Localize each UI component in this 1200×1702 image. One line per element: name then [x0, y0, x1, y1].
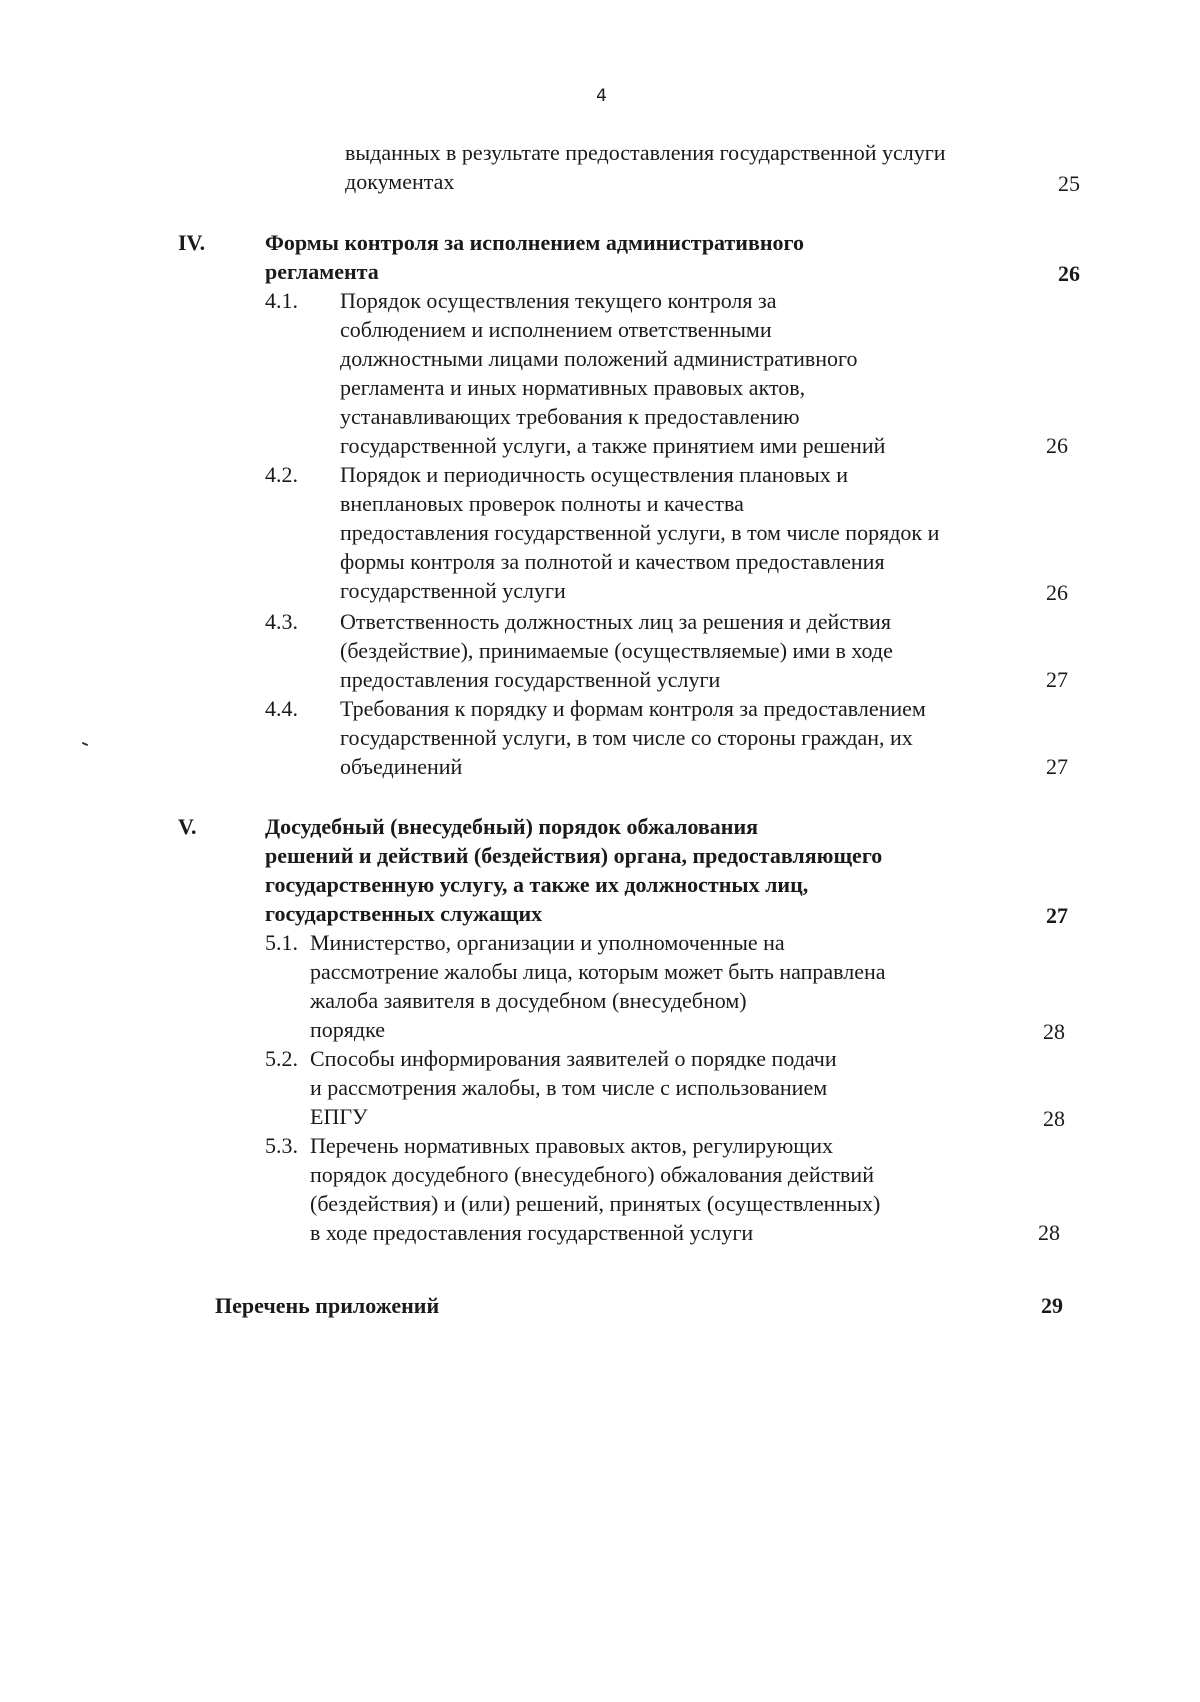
item-number: 4.3.: [265, 609, 298, 634]
item-line: государственной услуги, а также принятием ими решений: [340, 433, 886, 458]
item-number: 4.4.: [265, 696, 298, 721]
item-line: объединений: [340, 754, 463, 779]
section-iv-title: регламента: [265, 259, 379, 284]
section-v-page: 27: [1046, 903, 1068, 928]
item-line: порядке: [310, 1017, 385, 1042]
item-number: 4.1.: [265, 288, 298, 313]
item-page: 27: [1046, 754, 1068, 779]
item-line: Требования к порядку и формам контроля за предоставлением: [340, 696, 926, 721]
item-line: (бездействие), принимаемые (осуществляемые) ими в ходе: [340, 638, 893, 663]
item-page: 28: [1038, 1220, 1060, 1245]
section-v-title: государственную услугу, а также их должностных лиц,: [265, 872, 809, 897]
item-line: регламента и иных нормативных правовых актов,: [340, 375, 806, 400]
item-line: устанавливающих требования к предоставлению: [340, 404, 800, 429]
item-page: 28: [1043, 1106, 1065, 1131]
section-v-roman: V.: [178, 814, 197, 839]
section-iv-roman: IV.: [178, 230, 206, 255]
item-page: 26: [1046, 433, 1068, 458]
item-line: в ходе предоставления государственной услуги: [310, 1220, 754, 1245]
appendix-title: Перечень приложений: [215, 1293, 440, 1318]
intro-line: выданных в результате предоставления государственной услуги: [345, 140, 946, 165]
item-line: Порядок и периодичность осуществления плановых и: [340, 462, 848, 487]
item-line: предоставления государственной услуги: [340, 667, 721, 692]
item-line: Порядок осуществления текущего контроля за: [340, 288, 777, 313]
section-iv-title: Формы контроля за исполнением административного: [265, 230, 804, 255]
item-line: и рассмотрения жалобы, в том числе с использованием: [310, 1075, 828, 1100]
section-v-title: Досудебный (внесудебный) порядок обжалования: [265, 814, 759, 839]
item-page: 27: [1046, 667, 1068, 692]
appendix-page: 29: [1041, 1293, 1063, 1318]
section-v-title: государственных служащих: [265, 901, 543, 926]
item-line: (бездействия) и (или) решений, принятых (осуществленных): [310, 1191, 881, 1216]
item-line: государственной услуги: [340, 578, 566, 603]
scan-mark: [82, 742, 88, 746]
item-line: Министерство, организации и уполномоченные на: [310, 930, 785, 955]
item-page: 26: [1046, 580, 1068, 605]
item-line: Способы информирования заявителей о порядке подачи: [310, 1046, 837, 1071]
intro-page: 25: [1058, 171, 1080, 196]
item-number: 4.2.: [265, 462, 298, 487]
item-line: государственной услуги, в том числе со стороны граждан, их: [340, 725, 913, 750]
item-line: порядок досудебного (внесудебного) обжалования действий: [310, 1162, 874, 1187]
intro-line: документах: [345, 169, 455, 194]
item-line: Перечень нормативных правовых актов, регулирующих: [310, 1133, 833, 1158]
item-number: 5.2.: [265, 1046, 298, 1071]
item-page: 28: [1043, 1019, 1065, 1044]
item-line: рассмотрение жалобы лица, которым может быть направлена: [310, 959, 886, 984]
item-number: 5.3.: [265, 1133, 298, 1158]
item-line: предоставления государственной услуги, в том числе порядок и: [340, 520, 940, 545]
item-line: формы контроля за полнотой и качеством предоставления: [340, 549, 885, 574]
item-number: 5.1.: [265, 930, 298, 955]
section-iv-page: 26: [1058, 261, 1080, 286]
item-line: внеплановых проверок полноты и качества: [340, 491, 744, 516]
item-line: должностными лицами положений административного: [340, 346, 858, 371]
page-number: 4: [596, 86, 607, 106]
item-line: соблюдением и исполнением ответственными: [340, 317, 772, 342]
item-line: ЕПГУ: [310, 1104, 368, 1129]
item-line: Ответственность должностных лиц за решения и действия: [340, 609, 891, 634]
item-line: жалоба заявителя в досудебном (внесудебном): [310, 988, 747, 1013]
section-v-title: решений и действий (бездействия) органа, предоставляющего: [265, 843, 883, 868]
